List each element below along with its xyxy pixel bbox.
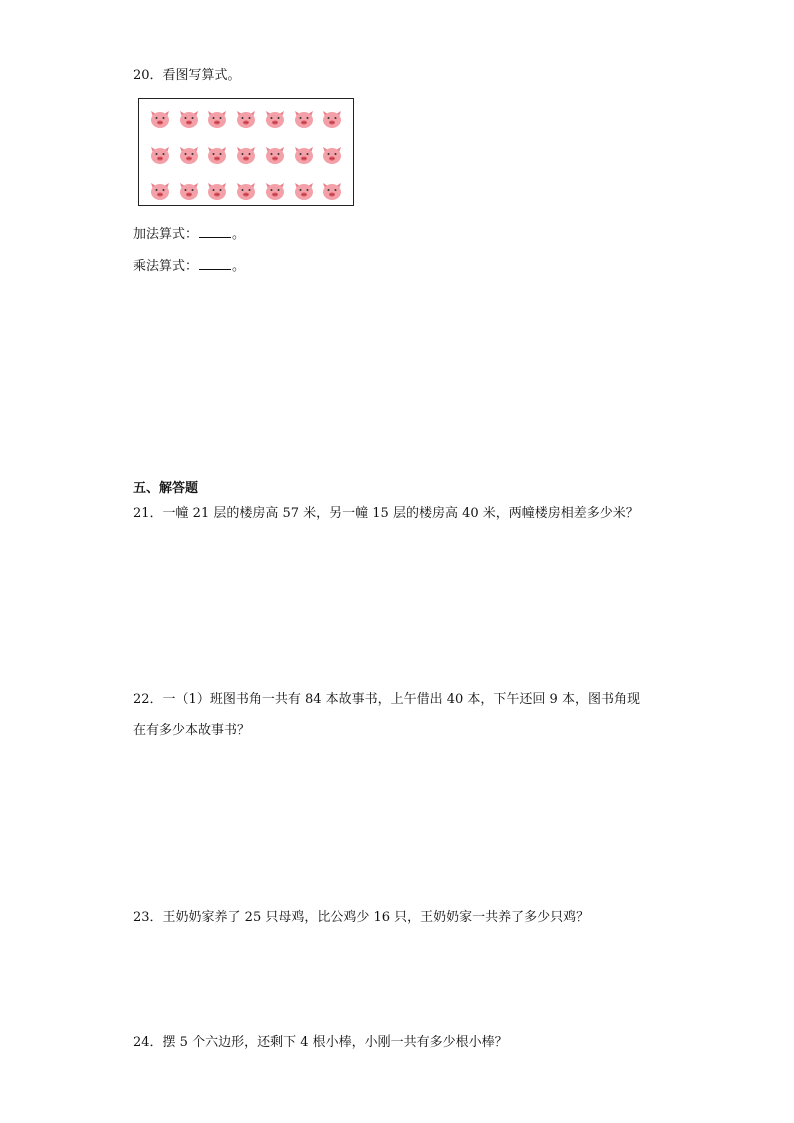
question-22-line1: 22．一（1）班图书角一共有 84 本故事书，上午借出 40 本，下午还回 9 本，图书角现 — [133, 692, 640, 707]
pig-icon — [264, 109, 286, 129]
pig-icon — [149, 109, 171, 129]
question-22-line2: 在有多少本故事书？ — [133, 723, 251, 738]
pig-icon — [149, 181, 171, 201]
pig-icon — [235, 181, 257, 201]
pig-icon — [149, 145, 171, 165]
pig-icon — [206, 145, 228, 165]
pig-icon — [293, 145, 315, 165]
pig-icon — [178, 109, 200, 129]
multiplication-end: 。 — [232, 259, 246, 274]
addition-line — [133, 225, 245, 244]
multiplication-label: 乘法算式： — [133, 259, 199, 274]
pig-icon — [235, 145, 257, 165]
pig-icon — [293, 109, 315, 129]
pig-icon — [264, 145, 286, 165]
q20-title: 20．看图写算式。 — [133, 68, 241, 83]
pig-icon — [264, 181, 286, 201]
question-24: 24．摆 5 个六边形，还剩下 4 根小棒，小刚一共有多少根小棒？ — [133, 1035, 508, 1050]
section-heading: 五、解答题 — [133, 481, 199, 496]
pig-icon — [293, 181, 315, 201]
multiplication-line — [133, 257, 245, 276]
addition-end: 。 — [232, 227, 246, 242]
pig-icon — [321, 109, 343, 129]
pig-icon — [321, 145, 343, 165]
addition-label: 加法算式： — [133, 227, 199, 242]
question-23: 23．王奶奶家养了 25 只母鸡，比公鸡少 16 只，王奶奶家一共养了多少只鸡？ — [133, 910, 590, 925]
pig-icon — [178, 181, 200, 201]
pig-icon — [321, 181, 343, 201]
pig-icon — [206, 181, 228, 201]
multiplication-blank[interactable] — [199, 257, 231, 270]
pig-icon — [178, 145, 200, 165]
addition-blank[interactable] — [199, 225, 231, 238]
pig-picture — [138, 98, 354, 206]
pig-icon — [235, 109, 257, 129]
question-21: 21．一幢 21 层的楼房高 57 米，另一幢 15 层的楼房高 40 米，两幢楼房相差多少米？ — [133, 506, 639, 521]
pig-icon — [206, 109, 228, 129]
